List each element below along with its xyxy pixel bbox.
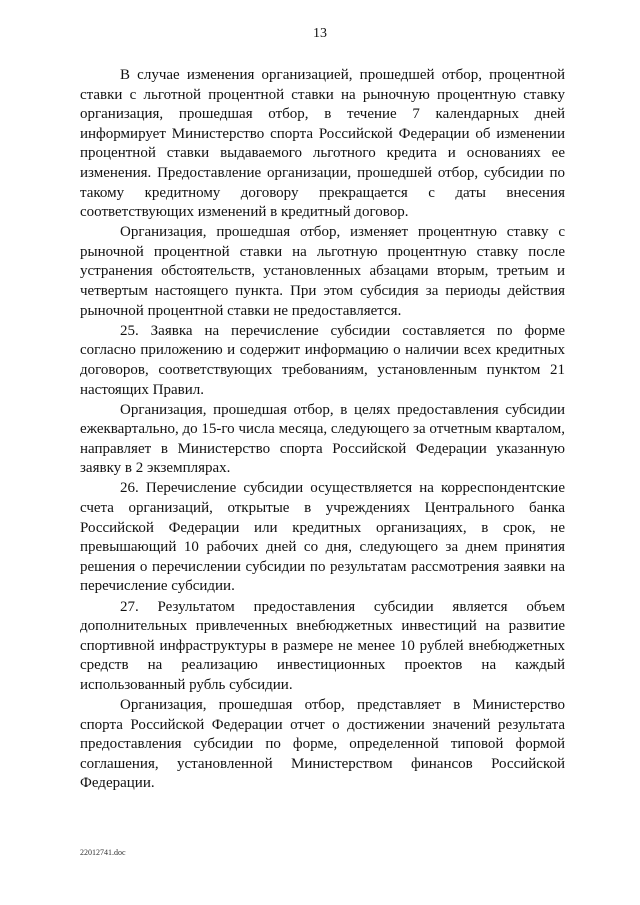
document-body (80, 66, 565, 794)
page-number: 13 (313, 26, 327, 41)
paragraph-item-27: 27. Результатом предоставления субсидии является объем дополнительных привлеченных внебюджетных инвестиций на развитие спортивной инфраструктуры в размере не менее 10 рублей внебюджетных средств на реализацию инвестиционных проектов на каждый использованный рубль субсидии. (80, 598, 565, 693)
paragraph-quarterly-application: Организация, прошедшая отбор, в целях предоставления субсидии ежеквартально, до 15-го числа месяца, следующего за отчетным кварталом, направляет в Министерство спорта Российской Федерации указанную заявку в 2 экземплярах. (80, 401, 565, 477)
document-filename: 22012741.doc (80, 848, 126, 857)
paragraph-rate-restoration: Организация, прошедшая отбор, изменяет процентную ставку с рыночной процентной ставки на льготную процентную ставку после устранения обстоятельств, установленных абзацами вторым, третьим и четвертым настоящего пункта. При этом субсидия за периоды действия рыночной процентной ставки не предоставляется. (80, 224, 565, 319)
paragraph-item-26: 26. Перечисление субсидии осуществляется на корреспондентские счета организаций, открытые в учреждениях Центрального банка Российской Федерации или кредитных организациях, в срок, не превышающий 10 рабочих дней со дня, следующего за днем принятия решения о перечислении субсидии по результатам рассмотрения заявки на перечисление субсидии. (80, 480, 565, 595)
paragraph-interest-rate-change: В случае изменения организацией, прошедшей отбор, процентной ставки с льготной процентной ставки на рыночную процентную ставку организация, прошедшая отбор, в течение 7 календарных дней информирует Министерство спорта Российской Федерации об изменении процентной ставки выдаваемого льготного кредита и основаниях ее изменения. Предоставление организации, прошедшей отбор, субсидии по такому кредитному договору прекращается с даты внесения соответствующих изменений в кредитный договор. (80, 67, 565, 221)
paragraph-report: Организация, прошедшая отбор, представляет в Министерство спорта Российской Федерации отчет о достижении значений результата предоставления субсидии по форме, определенной типовой формой соглашения, установленной Министерством финансов Российской Федерации. (80, 697, 565, 792)
paragraph-item-25: 25. Заявка на перечисление субсидии составляется по форме согласно приложению и содержит информацию о наличии всех кредитных договоров, соответствующих требованиям, установленным пунктом 21 настоящих Правил. (80, 322, 565, 398)
